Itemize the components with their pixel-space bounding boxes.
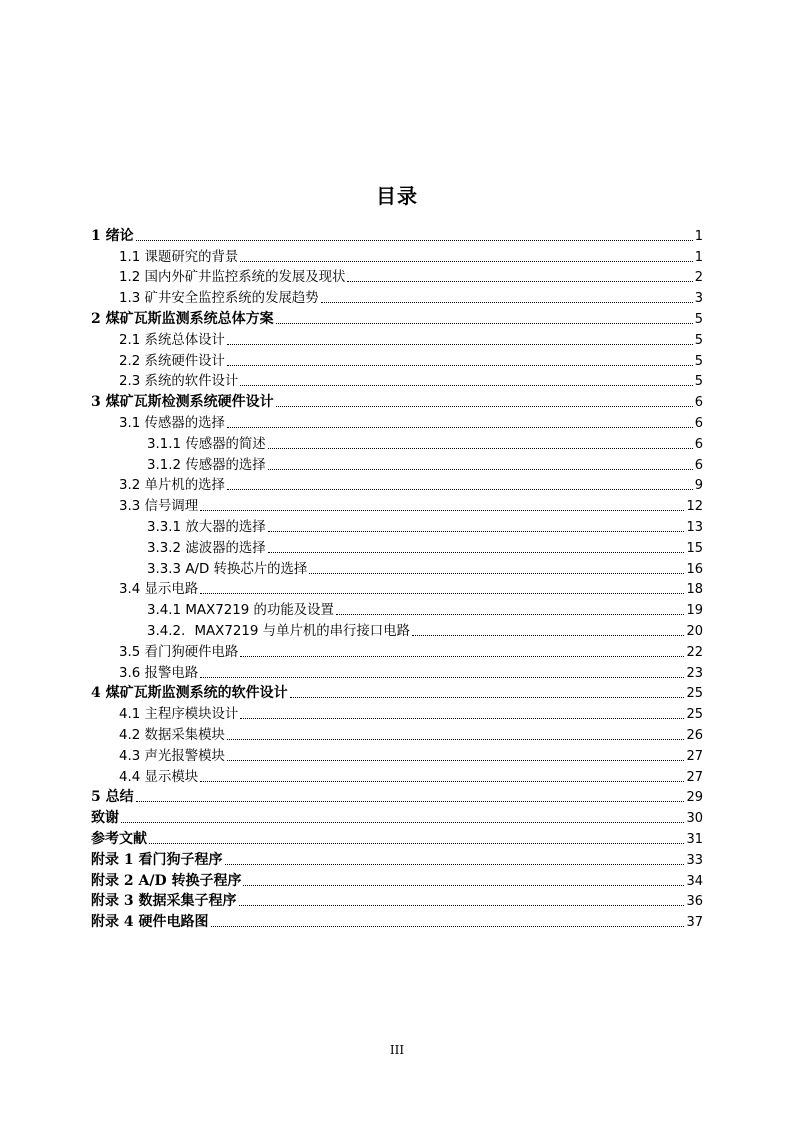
toc-entry-label: 1.1 课题研究的背景 (119, 249, 239, 265)
toc-entry-label: 2.3 系统的软件设计 (119, 374, 239, 390)
toc-entry[interactable] (91, 494, 703, 515)
toc-entry-page: 9 (694, 478, 703, 494)
toc-entry-page: 12 (686, 499, 703, 515)
toc-entry-label: 3.3.3 A/D 转换芯片的选择 (147, 561, 308, 577)
toc-entry[interactable] (91, 640, 703, 661)
dot-leader (121, 822, 684, 823)
toc-entry[interactable] (91, 224, 703, 245)
toc-entry[interactable] (91, 827, 703, 848)
dot-leader (225, 864, 685, 865)
toc-entry[interactable] (91, 453, 703, 474)
toc-entry-label: 致谢 (91, 810, 119, 827)
toc-entry-label: 参考文献 (91, 830, 147, 847)
toc-entry-page: 13 (686, 519, 703, 535)
toc-entry-label: 附录 4 硬件电路图 (91, 914, 209, 931)
toc-entry-label: 1 绪论 (91, 227, 134, 244)
toc-entry-label: 附录 3 数据采集子程序 (91, 893, 237, 910)
toc-entry-label: 3.2 单片机的选择 (119, 478, 225, 494)
toc-entry-page: 5 (694, 332, 703, 348)
dot-leader (211, 926, 685, 927)
toc-entry-label: 3.4.1 MAX7219 的功能及设置 (147, 603, 334, 619)
toc-entry-label: 3.1.1 传感器的简述 (147, 436, 266, 452)
toc-entry-label: 3.5 看门狗硬件电路 (119, 644, 239, 660)
toc-entry-label: 4.2 数据采集模块 (119, 727, 225, 743)
toc-entry-page: 16 (686, 561, 703, 577)
toc-entry-page: 6 (694, 415, 703, 431)
toc-entry-page: 6 (694, 436, 703, 452)
dot-leader (239, 905, 685, 906)
dot-leader (336, 614, 685, 615)
table-of-contents (91, 224, 703, 931)
toc-entry-page: 27 (686, 769, 703, 785)
toc-entry[interactable] (91, 286, 703, 307)
dot-leader (200, 510, 684, 511)
dot-leader (290, 697, 685, 698)
toc-entry-label: 附录 2 A/D 转换子程序 (91, 872, 242, 889)
toc-entry[interactable] (91, 578, 703, 599)
toc-entry[interactable] (91, 744, 703, 765)
toc-entry[interactable] (91, 619, 703, 640)
toc-entry-page: 29 (686, 790, 703, 806)
toc-entry[interactable] (91, 474, 703, 495)
toc-entry-label: 3.1 传感器的选择 (119, 415, 225, 431)
toc-entry-label: 1.3 矿井安全监控系统的发展趋势 (119, 291, 319, 307)
toc-entry-page: 20 (686, 623, 703, 639)
dot-leader (240, 261, 692, 262)
dot-leader (321, 302, 693, 303)
toc-entry-page: 37 (686, 915, 703, 931)
toc-entry-page: 33 (686, 852, 703, 868)
toc-entry-page: 5 (694, 353, 703, 369)
dot-leader (268, 552, 685, 553)
dot-leader (200, 781, 684, 782)
dot-leader (227, 365, 693, 366)
toc-entry-page: 23 (686, 665, 703, 681)
toc-entry-label: 3.4.2．MAX7219 与单片机的串行接口电路 (147, 623, 410, 639)
toc-entry-label: 3.1.2 传感器的选择 (147, 457, 266, 473)
toc-entry-label: 4.4 显示模块 (119, 769, 199, 785)
toc-entry[interactable] (91, 806, 703, 827)
toc-entry-page: 2 (694, 270, 703, 286)
toc-entry-label: 2.2 系统硬件设计 (119, 353, 225, 369)
toc-entry-label: 2 煤矿瓦斯监测系统总体方案 (91, 310, 274, 327)
toc-entry[interactable] (91, 910, 703, 931)
toc-entry-label: 3.3 信号调理 (119, 499, 199, 515)
toc-entry-page: 6 (694, 395, 703, 411)
toc-entry[interactable] (91, 411, 703, 432)
toc-entry-label: 1.2 国内外矿井监控系统的发展及现状 (119, 270, 346, 286)
toc-entry[interactable] (91, 307, 703, 328)
toc-entry-label: 3.4 显示电路 (119, 582, 199, 598)
toc-entry-page: 26 (686, 727, 703, 743)
toc-entry-label: 4.3 声光报警模块 (119, 748, 225, 764)
toc-entry-page: 5 (694, 374, 703, 390)
toc-entry-label: 4.1 主程序模块设计 (119, 707, 239, 723)
dot-leader (268, 448, 693, 449)
dot-leader (309, 573, 684, 574)
dot-leader (136, 801, 685, 802)
dot-leader (227, 427, 693, 428)
toc-entry[interactable] (91, 370, 703, 391)
toc-entry-label: 5 总结 (91, 789, 134, 806)
toc-entry-page: 30 (686, 811, 703, 827)
toc-entry[interactable] (91, 515, 703, 536)
toc-entry[interactable] (91, 328, 703, 349)
dot-leader (276, 323, 693, 324)
dot-leader (276, 406, 693, 407)
toc-entry[interactable] (91, 890, 703, 911)
toc-entry[interactable] (91, 682, 703, 703)
toc-entry[interactable] (91, 786, 703, 807)
toc-entry-page: 36 (686, 894, 703, 910)
dot-leader (227, 760, 685, 761)
toc-entry-label: 4 煤矿瓦斯监测系统的软件设计 (91, 685, 288, 702)
toc-entry[interactable] (91, 848, 703, 869)
toc-entry-page: 3 (694, 291, 703, 307)
dot-leader (240, 385, 692, 386)
dot-leader (136, 240, 693, 241)
toc-entry[interactable] (91, 266, 703, 287)
dot-leader (200, 593, 684, 594)
dot-leader (149, 843, 684, 844)
toc-entry-page: 6 (694, 457, 703, 473)
toc-entry[interactable] (91, 432, 703, 453)
toc-entry-label: 3.6 报警电路 (119, 665, 199, 681)
toc-entry-page: 5 (694, 311, 703, 327)
toc-entry[interactable] (91, 702, 703, 723)
toc-entry-page: 15 (686, 540, 703, 556)
toc-entry-page: 22 (686, 644, 703, 660)
page-number: III (389, 1043, 405, 1057)
toc-entry[interactable] (91, 765, 703, 786)
dot-leader (240, 718, 684, 719)
toc-entry[interactable] (91, 557, 703, 578)
toc-entry-label: 附录 1 看门狗子程序 (91, 851, 223, 868)
toc-entry-label: 3 煤矿瓦斯检测系统硬件设计 (91, 394, 274, 411)
toc-entry[interactable] (91, 349, 703, 370)
dot-leader (240, 656, 684, 657)
dot-leader (200, 677, 684, 678)
toc-entry-page: 1 (694, 228, 703, 244)
toc-entry-page: 25 (686, 707, 703, 723)
toc-entry-label: 2.1 系统总体设计 (119, 332, 225, 348)
dot-leader (243, 885, 684, 886)
dot-leader (268, 531, 685, 532)
page-title: 目录 (376, 184, 418, 208)
toc-entry-label: 3.3.1 放大器的选择 (147, 519, 266, 535)
toc-entry[interactable] (91, 869, 703, 890)
dot-leader (412, 635, 684, 636)
toc-entry[interactable] (91, 390, 703, 411)
dot-leader (227, 489, 693, 490)
toc-entry-page: 27 (686, 748, 703, 764)
toc-entry[interactable] (91, 245, 703, 266)
toc-entry-page: 19 (686, 603, 703, 619)
toc-entry-page: 34 (686, 873, 703, 889)
toc-entry-page: 25 (686, 686, 703, 702)
toc-entry-label: 3.3.2 滤波器的选择 (147, 540, 266, 556)
toc-entry[interactable] (91, 661, 703, 682)
toc-entry-page: 31 (686, 831, 703, 847)
toc-entry-page: 1 (694, 249, 703, 265)
dot-leader (347, 281, 692, 282)
toc-entry[interactable] (91, 723, 703, 744)
dot-leader (227, 344, 693, 345)
toc-entry[interactable] (91, 598, 703, 619)
dot-leader (268, 469, 693, 470)
toc-entry[interactable] (91, 536, 703, 557)
dot-leader (227, 739, 685, 740)
toc-entry-page: 18 (686, 582, 703, 598)
